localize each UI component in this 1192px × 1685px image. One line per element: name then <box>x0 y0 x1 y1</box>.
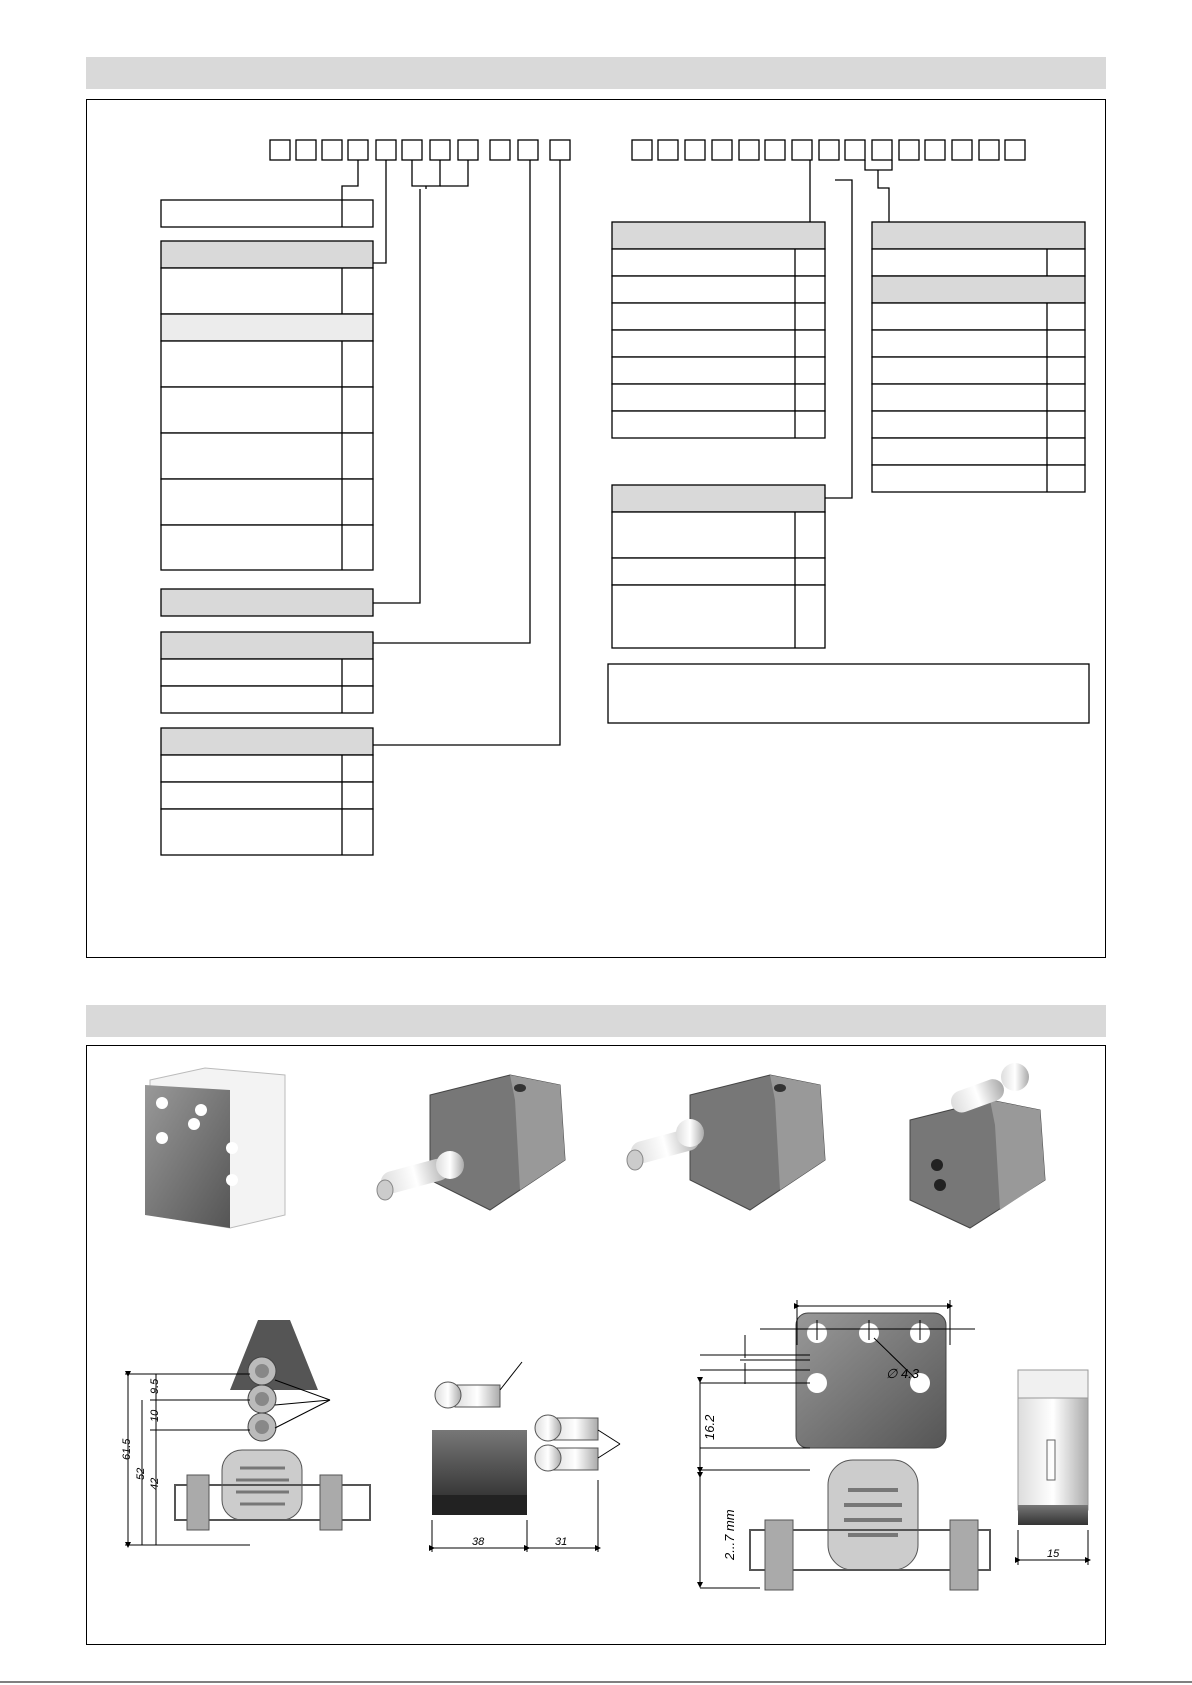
hole-diameter-label: ∅ 4.3 <box>886 1366 920 1381</box>
hood-top-entry-image <box>910 1063 1045 1228</box>
dim-52: 52 <box>135 1467 147 1480</box>
mounting-view-drawing <box>700 1300 990 1590</box>
hood-side-entry-image-1 <box>377 1075 565 1210</box>
dim-38: 38 <box>472 1536 485 1548</box>
cover-plate-image <box>145 1068 285 1228</box>
top-view-drawing <box>432 1362 620 1552</box>
dim-42: 42 <box>149 1477 161 1490</box>
end-view-drawing <box>1018 1370 1088 1565</box>
hood-side-entry-image-2 <box>627 1075 825 1210</box>
dim-clamp-range: 2...7 mm <box>722 1509 737 1560</box>
dim-31: 31 <box>555 1536 568 1548</box>
dim-10: 10 <box>149 1409 161 1422</box>
dim-15: 15 <box>1047 1548 1060 1560</box>
dim-total-height: 61.5 <box>121 1438 133 1460</box>
side-view-drawing <box>121 1320 370 1545</box>
dim-9-5: 9.5 <box>149 1378 161 1394</box>
dim-16-2: 16.2 <box>702 1414 717 1440</box>
